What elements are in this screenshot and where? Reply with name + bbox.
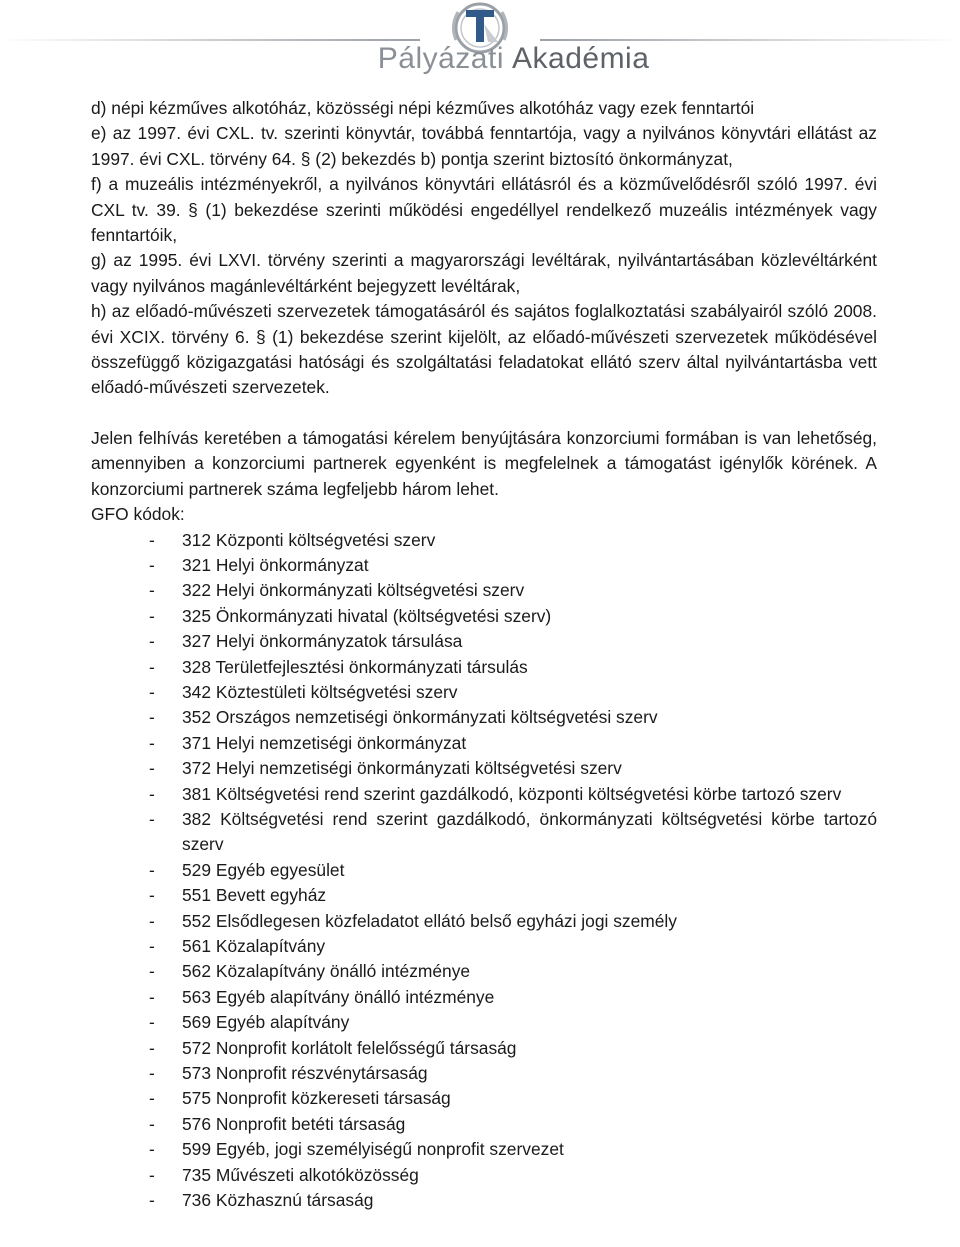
brand-name-right: Akadémia [512, 42, 650, 75]
gfo-item-text: 327 Helyi önkormányzatok társulása [182, 631, 463, 652]
gfo-item-text: 372 Helyi nemzetiségi önkormányzati költségvetési szerv [182, 758, 622, 779]
gfo-list-item [91, 883, 877, 908]
gfo-list-item [91, 1086, 877, 1111]
list-dash: - [149, 580, 155, 601]
list-dash: - [149, 1037, 155, 1058]
gfo-item-text: 551 Bevett egyház [182, 885, 327, 906]
list-dash: - [149, 986, 155, 1007]
gfo-list-item [91, 858, 877, 883]
document-body [91, 96, 877, 1213]
gfo-list-item [91, 1112, 877, 1137]
gfo-list-item [91, 655, 877, 680]
list-dash: - [149, 554, 155, 575]
list-dash: - [149, 859, 155, 880]
gfo-item-text: 325 Önkormányzati hivatal (költségvetési szerv) [182, 605, 552, 626]
list-dash: - [149, 758, 155, 779]
list-dash: - [149, 1190, 155, 1211]
gfo-list-item [91, 1061, 877, 1086]
gfo-code-list [91, 528, 877, 1214]
gfo-item-text: 529 Egyéb egyesület [182, 859, 345, 880]
brand-name-left: Pályázati [377, 42, 504, 75]
gfo-list-item [91, 782, 877, 807]
spacer [91, 401, 877, 426]
gfo-list-item [91, 680, 877, 705]
gfo-list-item [91, 959, 877, 984]
gfo-item-text: 312 Központi költségvetési szerv [182, 529, 436, 550]
gfo-item-text: 735 Művészeti alkotóközösség [182, 1164, 419, 1185]
gfo-list-item [91, 578, 877, 603]
paragraph-f: f) a muzeális intézményekről, a nyilvános könyvtári ellátásról és a közművelődésről szóló 1997. évi CXL tv. 39. § (1) bekezdése szerinti működési engedéllyel rendelkező muzeális intézmények vagy fenntartóik, [91, 174, 877, 246]
gfo-list-item [91, 705, 877, 730]
gfo-item-text: 599 Egyéb, jogi személyiségű nonprofit szervezet [182, 1139, 564, 1160]
gfo-list-item [91, 1036, 877, 1061]
paragraph-d: d) népi kézműves alkotóház, közösségi népi kézműves alkotóház vagy ezek fenntartói [91, 98, 755, 118]
list-dash: - [149, 1063, 155, 1084]
list-dash: - [149, 1012, 155, 1033]
gfo-list-item [91, 1137, 877, 1162]
gfo-list-item [91, 528, 877, 553]
list-dash: - [149, 631, 155, 652]
gfo-list-item [91, 756, 877, 781]
gfo-list-item [91, 553, 877, 578]
gfo-list-item [91, 1010, 877, 1035]
list-dash: - [149, 1164, 155, 1185]
header-rule-left [0, 39, 420, 41]
list-dash: - [149, 910, 155, 931]
gfo-list-item [91, 629, 877, 654]
gfo-item-text: 576 Nonprofit betéti társaság [182, 1113, 406, 1134]
gfo-item-text: 561 Közalapítvány [182, 936, 326, 956]
gfo-item-text: 562 Közalapítvány önálló intézménye [182, 961, 471, 982]
list-dash: - [149, 656, 155, 677]
gfo-list-item [91, 1188, 877, 1213]
list-dash: - [149, 707, 155, 728]
gfo-item-text: 371 Helyi nemzetiségi önkormányzat [182, 732, 467, 753]
paragraph-e: e) az 1997. évi CXL. tv. szerinti könyvtár, továbbá fenntartója, vagy a nyilvános könyvtári ellátást az 1997. évi CXL. törvény 64. § (2) bekezdés b) pontja szerint biztosító önkormányzat, [91, 123, 877, 169]
gfo-item-text: 352 Országos nemzetiségi önkormányzati költségvetési szerv [182, 707, 658, 728]
list-dash: - [149, 732, 155, 753]
gfo-item-text: 572 Nonprofit korlátolt felelősségű társaság [182, 1037, 517, 1058]
list-dash: - [149, 783, 155, 804]
gfo-item-text: 321 Helyi önkormányzat [182, 554, 369, 575]
gfo-list-item [91, 934, 877, 959]
gfo-item-text: 382 Költségvetési rend szerint gazdálkodó, önkormányzati költségvetési körbe tartozó szerv [182, 808, 877, 855]
header-rule-right [540, 39, 960, 41]
paragraph-g: g) az 1995. évi LXVI. törvény szerinti a magyarországi levéltárak, nyilvántartásában közlevéltárként vagy nyilvános magánlevéltárként bejegyzett levéltárak, [91, 250, 877, 296]
gfo-list-item [91, 807, 877, 858]
gfo-item-text: 569 Egyéb alapítvány [182, 1012, 350, 1033]
list-dash: - [149, 1113, 155, 1134]
list-dash: - [149, 885, 155, 906]
paragraph-h: h) az előadó-művészeti szervezetek támogatásáról és sajátos foglalkoztatási szabályairól szóló 2008. évi XCIX. törvény 6. § (1) bekezdése szerint kijelölt, az előadó-művészeti szervezetek működésével összefüggő közigazgatási hatósági és szolgáltatási feladatokat ellátó szerv által nyilvántartásba vett előadó-művészeti szervezetek. [91, 301, 877, 398]
gfo-item-text: 381 Költségvetési rend szerint gazdálkodó, központi költségvetési körbe tartozó szerv [182, 783, 842, 804]
paragraph-consortium: Jelen felhívás keretében a támogatási kérelem benyújtására konzorciumi formában is van lehetőség, amennyiben a konzorciumi partnerek egyenként is megfelelnek a támogatást igénylők körének. A konzorciumi partnerek száma legfeljebb három lehet. [91, 427, 877, 499]
list-dash: - [149, 1088, 155, 1109]
gfo-list-item [91, 604, 877, 629]
gfo-item-text: 342 Köztestületi költségvetési szerv [182, 681, 458, 702]
page-header [0, 0, 960, 80]
gfo-item-text: 563 Egyéb alapítvány önálló intézménye [182, 986, 495, 1007]
gfo-list-item [91, 1163, 877, 1188]
gfo-list-item [91, 731, 877, 756]
list-dash: - [149, 961, 155, 982]
gfo-item-text: 328 Területfejlesztési önkormányzati társulás [182, 656, 528, 677]
list-dash: - [149, 1139, 155, 1160]
gfo-item-text: 736 Közhasznú társaság [182, 1190, 374, 1211]
gfo-title: GFO kódok: [91, 504, 185, 525]
gfo-list-item [91, 985, 877, 1010]
list-dash: - [149, 605, 155, 626]
gfo-list-item [91, 909, 877, 934]
gfo-item-text: 573 Nonprofit részvénytársaság [182, 1063, 428, 1084]
list-dash: - [149, 936, 155, 956]
list-dash: - [149, 681, 155, 702]
gfo-item-text: 575 Nonprofit közkereseti társaság [182, 1088, 451, 1109]
gfo-item-text: 322 Helyi önkormányzati költségvetési szerv [182, 580, 525, 601]
list-dash: - [149, 529, 155, 550]
list-dash: - [149, 808, 155, 829]
gfo-item-text: 552 Elsődlegesen közfeladatot ellátó belső egyházi jogi személy [182, 910, 677, 931]
